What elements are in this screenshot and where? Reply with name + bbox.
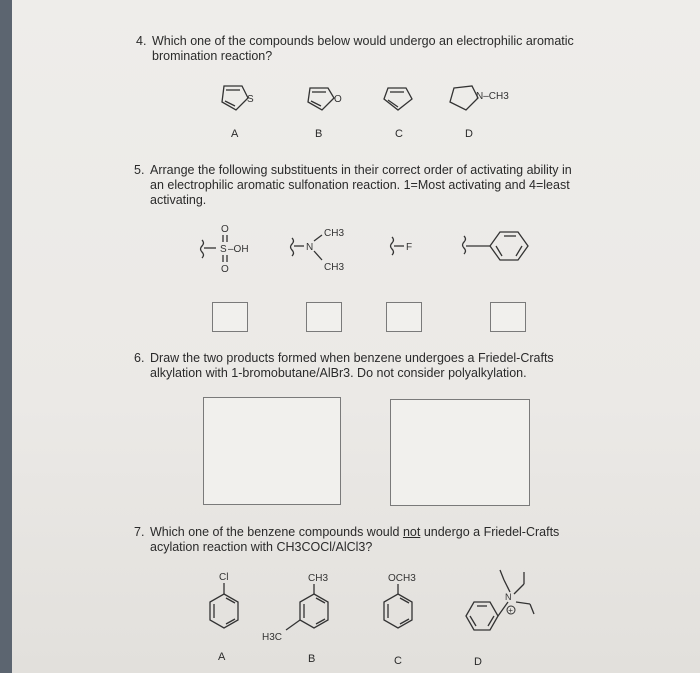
q7-label-a: A [218, 651, 226, 663]
q5-sulfonic-o-top: O [221, 224, 229, 235]
q5-substituent-dimethylamino [288, 224, 360, 276]
question-7-line-1-underlined: not [402, 525, 421, 539]
q7-label-b: B [308, 653, 316, 665]
q7-label-c: C [394, 655, 402, 667]
q5-sulfonic-o-bottom: O [221, 264, 229, 275]
q5-amine-n: N [306, 242, 314, 253]
q7-label-d: D [474, 656, 482, 668]
q7-c-substituent: OCH3 [388, 573, 416, 584]
q4-compound-d-n-methyl [446, 80, 556, 116]
question-4-number: 4. [136, 34, 147, 48]
question-4-line-2: bromination reaction? [152, 49, 273, 63]
q4-compound-a-thiophene [216, 82, 266, 114]
q5-amine-ch3-top: CH3 [324, 228, 345, 239]
q7-compound-a-chlorobenzene [200, 570, 250, 640]
worksheet-page [12, 0, 700, 673]
q7-compound-d-ammonium [456, 564, 536, 636]
q4-compound-c-cyclopentadiene [380, 82, 420, 114]
question-6-text [134, 351, 554, 381]
q6-product-box-1[interactable] [203, 397, 341, 505]
q4-label-c: C [395, 128, 403, 140]
question-5-number: 5. [134, 163, 145, 177]
question-6-number: 6. [134, 351, 145, 365]
q5-substituent-phenyl [460, 228, 540, 268]
q7-d-nitrogen: N [505, 592, 512, 602]
question-7-text [134, 525, 559, 555]
q4-d-heteroatom: N–CH3 [476, 91, 509, 102]
question-7-line-1b: undergo a Friedel-Crafts [420, 525, 560, 539]
question-5-text [134, 163, 572, 208]
question-5-line-2: an electrophilic aromatic sulfonation reaction. 1=Most activating and 4=least [150, 178, 570, 192]
q5-rank-box-3[interactable] [386, 302, 422, 332]
question-7-line-1a: Which one of the benzene compounds would [150, 525, 403, 539]
q4-b-heteroatom: O [334, 94, 342, 105]
q7-compound-c-anisole [376, 570, 436, 640]
question-4-text [136, 34, 574, 64]
q4-label-b: B [315, 128, 323, 140]
q4-a-heteroatom: S [247, 94, 254, 105]
q4-label-a: A [231, 128, 239, 140]
left-edge-bar [0, 0, 12, 673]
q4-compound-b-furan [302, 82, 352, 114]
q5-sulfonic-s: S [220, 244, 227, 255]
q5-substituent-fluoro [388, 234, 428, 260]
q7-a-substituent: Cl [219, 572, 229, 583]
q5-substituent-sulfonic-acid [198, 222, 278, 276]
q5-rank-box-4[interactable] [490, 302, 526, 332]
question-4-line-1: Which one of the compounds below would undergo an electrophilic aromatic [152, 34, 574, 48]
q5-fluoro-f: F [406, 242, 413, 253]
q7-d-charge: + [508, 606, 513, 615]
q7-b-substituent-top: CH3 [308, 573, 329, 584]
question-6-line-1: Draw the two products formed when benzene undergoes a Friedel-Crafts [150, 351, 554, 365]
q7-compound-b-xylene [256, 570, 336, 650]
question-5-line-1: Arrange the following substituents in their correct order of activating ability in [150, 163, 572, 177]
q5-rank-box-1[interactable] [212, 302, 248, 332]
question-7-line-2: acylation reaction with CH3COCl/AlCl3? [150, 540, 373, 554]
q4-label-d: D [465, 128, 473, 140]
question-5-line-3: activating. [150, 193, 207, 207]
q7-b-substituent-side: H3C [262, 632, 283, 643]
q5-sulfonic-oh: –OH [228, 244, 249, 255]
question-7-number: 7. [134, 525, 145, 539]
q6-product-box-2[interactable] [390, 399, 530, 506]
question-6-line-2: alkylation with 1-bromobutane/AlBr3. Do not consider polyalkylation. [150, 366, 527, 380]
q5-rank-box-2[interactable] [306, 302, 342, 332]
q5-amine-ch3-bottom: CH3 [324, 262, 345, 273]
